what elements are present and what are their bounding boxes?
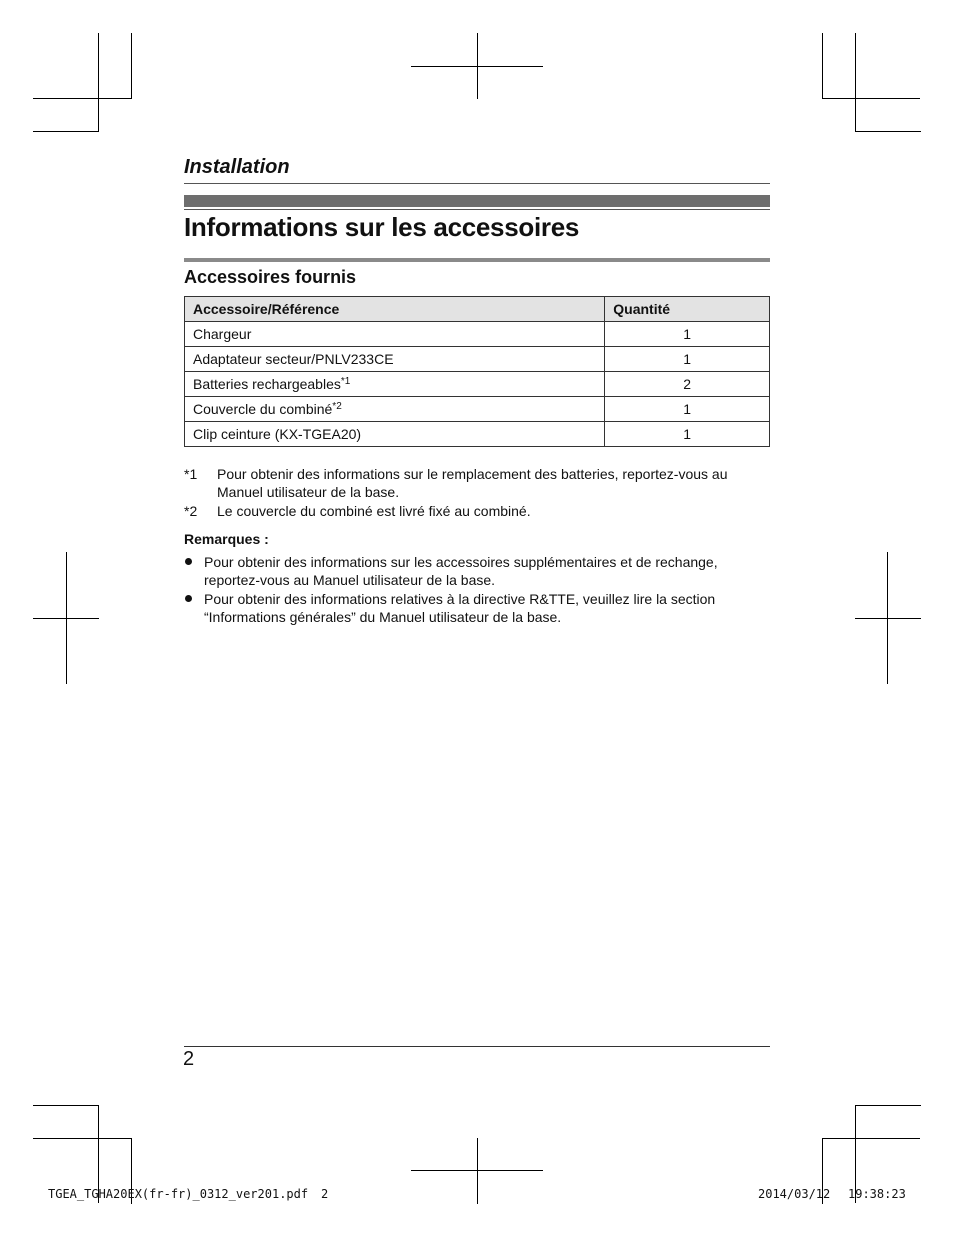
title-underline	[184, 258, 770, 262]
slug-page: 2	[321, 1187, 329, 1201]
remark-text: Pour obtenir des informations sur les accessoires supplémentaires et de rechange, reportez-vous au Manuel utilisateur de la base.	[204, 554, 718, 588]
crop-mark	[33, 98, 131, 99]
slug-date: 2014/03/12	[758, 1187, 831, 1201]
crop-mark	[822, 1138, 920, 1139]
accessory-cell	[185, 322, 605, 347]
footnote-ref: *2	[332, 401, 342, 412]
footnote-text: Pour obtenir des informations sur le remplacement des batteries, reportez-vous au Manuel utilisateur de la base.	[217, 466, 728, 500]
accessory-name: Clip ceinture (KX-TGEA20)	[193, 426, 362, 442]
accessory-cell	[185, 422, 605, 447]
section-label: Installation	[184, 156, 290, 178]
page-title: Informations sur les accessoires	[184, 212, 580, 242]
crop-mark	[131, 33, 132, 99]
crop-mark	[98, 33, 99, 131]
accessory-cell	[185, 372, 605, 397]
crop-mark	[33, 131, 99, 132]
accessory-cell	[185, 347, 605, 372]
remark-text: Pour obtenir des informations relatives à la directive R&TTE, veuillez lire la section “Informations générales” du Manuel utilisateur de la base.	[204, 591, 716, 625]
slug-time: 19:38:23	[848, 1187, 906, 1201]
page-number: 2	[183, 1048, 195, 1070]
remarks-title: Remarques :	[184, 531, 269, 547]
table-row	[185, 372, 770, 397]
accessory-cell	[185, 397, 605, 422]
title-top-rule	[184, 209, 770, 210]
crop-mark	[33, 1105, 99, 1106]
remark-item	[184, 590, 770, 626]
accessory-name: Chargeur	[193, 326, 252, 342]
crop-mark	[33, 1138, 131, 1139]
quantity-cell: 1	[605, 322, 770, 347]
quantity-cell: 1	[605, 347, 770, 372]
column-header-quantity: Quantité	[605, 297, 770, 322]
slug-filename: TGEA_TGHA20EX(fr-fr)_0312_ver201.pdf	[48, 1187, 309, 1201]
crop-mark	[822, 33, 823, 99]
title-bar	[184, 195, 770, 207]
section-subtitle: Accessoires fournis	[184, 267, 357, 287]
crop-mark	[855, 33, 856, 131]
table-row	[185, 347, 770, 372]
remark-item	[184, 553, 770, 589]
footnote-ref: *1	[340, 376, 351, 387]
footnote	[184, 465, 770, 501]
header-rule	[184, 183, 770, 184]
column-header-accessory: Accessoire/Référence	[185, 297, 605, 322]
registration-mark	[411, 1170, 543, 1171]
bullet-icon	[185, 595, 192, 602]
registration-mark	[855, 618, 921, 619]
footnote	[184, 502, 770, 520]
table-row	[185, 422, 770, 447]
footnote-text: Le couvercle du combiné est livré fixé au combiné.	[217, 503, 531, 519]
table-row	[185, 397, 770, 422]
table-row	[185, 322, 770, 347]
crop-mark	[855, 131, 921, 132]
registration-mark	[411, 66, 543, 67]
accessory-name: Adaptateur secteur/PNLV233CE	[193, 351, 394, 367]
quantity-cell: 1	[605, 422, 770, 447]
accessory-name: Couvercle du combiné	[193, 401, 333, 417]
table-header-row	[185, 297, 770, 322]
quantity-cell: 2	[605, 372, 770, 397]
crop-mark	[855, 1105, 921, 1106]
footnote-mark: *1	[184, 466, 198, 482]
crop-mark	[822, 98, 920, 99]
accessory-name: Batteries rechargeables	[193, 376, 341, 392]
footer-rule	[184, 1046, 770, 1047]
bullet-icon	[185, 558, 192, 565]
accessories-table	[184, 296, 770, 447]
registration-mark	[477, 1138, 478, 1204]
registration-mark	[33, 618, 99, 619]
footnote-mark: *2	[184, 503, 198, 519]
quantity-cell: 1	[605, 397, 770, 422]
